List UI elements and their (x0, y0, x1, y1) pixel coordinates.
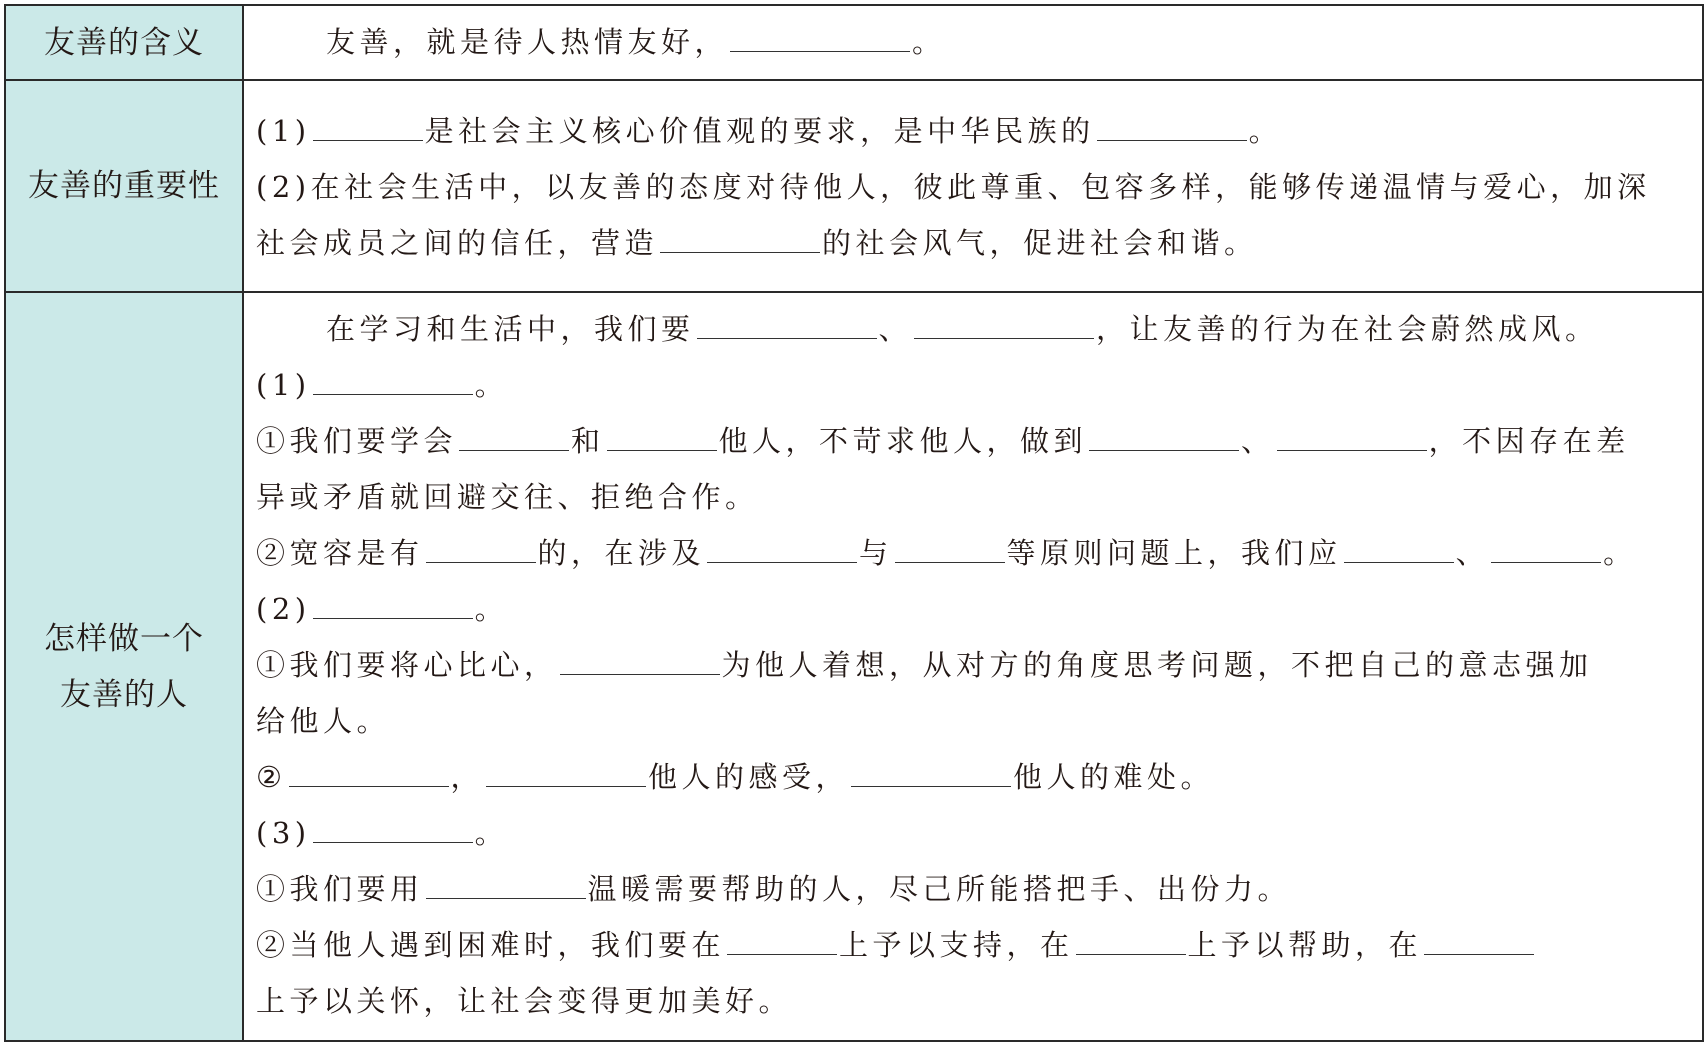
blank[interactable] (607, 426, 717, 451)
blank[interactable] (459, 426, 569, 451)
blank[interactable] (560, 650, 720, 675)
knowledge-table (4, 4, 1704, 1042)
blank[interactable] (1344, 538, 1454, 563)
row-how-to (6, 291, 1702, 1040)
blank[interactable] (486, 762, 646, 787)
blank[interactable] (851, 762, 1011, 787)
blank[interactable] (1491, 538, 1601, 563)
blank[interactable] (660, 228, 820, 253)
row-content-meaning: 友善，就是待人热情友好， 。 (326, 25, 946, 59)
row-content-importance: (1) 是社会主义核心价值观的要求，是中华民族的 。 (2)在社会生活中，以友善的态度对待他人，彼此尊重、包容多样，能够传递温情与爱心，加深 社会成员之间的信任，营造 的社会风气，促进社会和谐。 (256, 114, 1651, 260)
blank[interactable] (1277, 426, 1427, 451)
blank[interactable] (313, 594, 473, 619)
blank[interactable] (1097, 116, 1247, 141)
blank[interactable] (1076, 930, 1186, 955)
blank[interactable] (1424, 930, 1534, 955)
blank[interactable] (727, 930, 837, 955)
row-label-meaning: 友善的含义 (6, 6, 244, 79)
row-content-how-to: 在学习和生活中，我们要 、 ，让友善的行为在社会蔚然成风。 (1) 。 ①我们要学会 和 他人，不苛求他人，做到 、 ，不因存在差 异或矛盾就回避交往、拒绝合作。 ②宽容是有 的，在涉及 与 等原则问题上，我们应 、 。 (2) 。 ①我们要将心比心， 为他人着想，从对方的角度思考问题，不把自己的意志强加 给他人。 ② ， 他人的感受， 他人的难处。 (3) 。 ①我们要用 温暖需要帮助的人，尽己所能搭把手、出份力。 ②当他人遇到困难时，我们要在 上予以支持，在 上予以帮助，在 上予以关怀，让社会变得更加美好。 (256, 312, 1637, 1018)
blank[interactable] (895, 538, 1005, 563)
blank[interactable] (914, 314, 1094, 339)
row-importance (6, 79, 1702, 291)
blank[interactable] (313, 370, 473, 395)
blank[interactable] (730, 27, 910, 52)
blank[interactable] (313, 818, 473, 843)
blank[interactable] (426, 538, 536, 563)
blank[interactable] (707, 538, 857, 563)
blank[interactable] (1089, 426, 1239, 451)
row-label-how-to: 怎样做一个 友善的人 (6, 293, 244, 1040)
blank[interactable] (289, 762, 449, 787)
blank[interactable] (426, 874, 586, 899)
blank[interactable] (697, 314, 877, 339)
blank[interactable] (313, 116, 423, 141)
row-meaning (6, 6, 1702, 79)
row-label-importance: 友善的重要性 (6, 81, 244, 291)
